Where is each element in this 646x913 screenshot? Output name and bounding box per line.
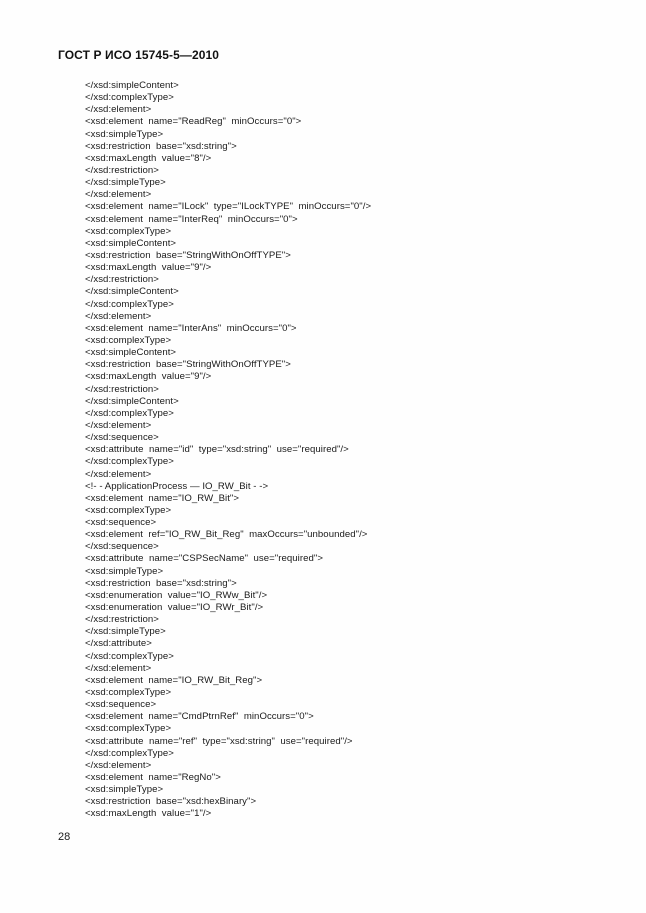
- code-line: <xsd:simpleContent>: [85, 237, 177, 249]
- code-line: <xsd:element name="CmdPtrnRef" minOccurs="0">: [85, 711, 314, 723]
- code-line: </xsd:restriction>: [85, 614, 159, 626]
- code-line: <xsd:restriction base="StringWithOnOffTYPE">: [85, 249, 291, 261]
- code-line: </xsd:element>: [85, 189, 152, 201]
- code-line: <xsd:complexType>: [85, 687, 172, 699]
- code-line: <xsd:element name="RegNo">: [85, 772, 221, 784]
- code-line: <!- - ApplicationProcess — IO_RW_Bit - ->: [85, 480, 269, 492]
- code-line: <xsd:complexType>: [85, 225, 172, 237]
- code-line: <xsd:attribute name="CSPSecName" use="required">: [85, 553, 323, 565]
- code-line: <xsd:sequence>: [85, 517, 157, 529]
- code-line: </xsd:complexType>: [85, 456, 174, 468]
- xml-schema-listing: [85, 80, 605, 821]
- code-line: </xsd:element>: [85, 759, 152, 771]
- code-line: <xsd:element name="InterAns" minOccurs="0">: [85, 322, 297, 334]
- code-line: <xsd:element name="ReadReg" minOccurs="0">: [85, 116, 302, 128]
- code-line: <xsd:simpleContent>: [85, 347, 177, 359]
- code-line: </xsd:simpleContent>: [85, 395, 179, 407]
- code-line: <xsd:element name="IO_RW_Bit">: [85, 492, 240, 504]
- code-line: </xsd:restriction>: [85, 164, 159, 176]
- code-line: </xsd:attribute>: [85, 638, 152, 650]
- code-line: <xsd:maxLength value="8"/>: [85, 152, 212, 164]
- code-line: </xsd:complexType>: [85, 407, 174, 419]
- code-line: </xsd:element>: [85, 419, 152, 431]
- code-line: <xsd:enumeration value="IO_RWr_Bit"/>: [85, 602, 264, 614]
- code-line: </xsd:restriction>: [85, 274, 159, 286]
- page-number: 28: [58, 831, 71, 843]
- code-line: <xsd:restriction base="StringWithOnOffTYPE">: [85, 359, 291, 371]
- code-line: <xsd:attribute name="id" type="xsd:string" use="required"/>: [85, 444, 349, 456]
- code-line: </xsd:complexType>: [85, 650, 174, 662]
- code-line: </xsd:element>: [85, 310, 152, 322]
- code-line: </xsd:complexType>: [85, 747, 174, 759]
- code-line: <xsd:complexType>: [85, 504, 172, 516]
- code-line: <xsd:maxLength value="1"/>: [85, 808, 212, 820]
- code-line: <xsd:maxLength value="9"/>: [85, 262, 212, 274]
- code-line: </xsd:complexType>: [85, 92, 174, 104]
- code-line: <xsd:restriction base="xsd:string">: [85, 577, 237, 589]
- code-line: </xsd:sequence>: [85, 432, 159, 444]
- code-line: <xsd:complexType>: [85, 334, 172, 346]
- code-line: <xsd:simpleType>: [85, 128, 164, 140]
- code-line: </xsd:sequence>: [85, 541, 159, 553]
- code-line: <xsd:element name="IO_RW_Bit_Reg">: [85, 674, 263, 686]
- code-line: </xsd:simpleType>: [85, 177, 166, 189]
- code-line: <xsd:restriction base="xsd:string">: [85, 140, 237, 152]
- code-line: <xsd:attribute name="ref" type="xsd:string" use="required"/>: [85, 735, 353, 747]
- code-line: <xsd:element name="InterReq" minOccurs="0">: [85, 213, 298, 225]
- code-line: </xsd:simpleType>: [85, 626, 166, 638]
- code-line: <xsd:simpleType>: [85, 565, 164, 577]
- code-line: <xsd:enumeration value="IO_RWw_Bit"/>: [85, 589, 268, 601]
- code-line: <xsd:maxLength value="9"/>: [85, 371, 212, 383]
- code-line: <xsd:simpleType>: [85, 784, 164, 796]
- code-line: <xsd:element ref="IO_RW_Bit_Reg" maxOccurs="unbounded"/>: [85, 529, 368, 541]
- code-line: </xsd:element>: [85, 662, 152, 674]
- code-line: <xsd:element name="ILock" type="ILockTYPE" minOccurs="0"/>: [85, 201, 372, 213]
- code-line: </xsd:complexType>: [85, 298, 174, 310]
- standard-title: ГОСТ Р ИСО 15745-5—2010: [58, 48, 220, 62]
- code-line: <xsd:restriction base="xsd:hexBinary">: [85, 796, 257, 808]
- code-line: </xsd:simpleContent>: [85, 286, 179, 298]
- code-line: <xsd:sequence>: [85, 699, 157, 711]
- code-line: </xsd:simpleContent>: [85, 80, 179, 91]
- code-line: </xsd:element>: [85, 468, 152, 480]
- code-line: <xsd:complexType>: [85, 723, 172, 735]
- code-line: </xsd:element>: [85, 104, 152, 116]
- code-line: </xsd:restriction>: [85, 383, 159, 395]
